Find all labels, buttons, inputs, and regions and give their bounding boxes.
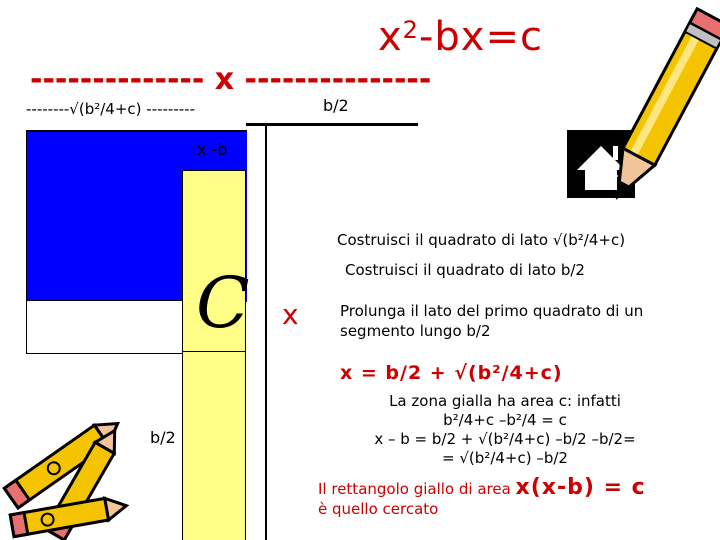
conclusion-block	[318, 475, 718, 519]
step-1-text: Costruisci il quadrato di lato √(b²/4+c)	[337, 231, 626, 249]
b-half-left-label: b/2	[150, 428, 176, 447]
white-rectangle	[26, 300, 184, 354]
explanation-block	[300, 392, 710, 468]
x-minus-b-label: x -b	[197, 140, 228, 159]
b-half-top-label: b/2	[323, 96, 349, 115]
explanation-line: La zona gialla ha area c: infatti	[389, 392, 621, 410]
step-2-text: Costruisci il quadrato di lato b/2	[345, 261, 585, 279]
pencil-icon	[600, 2, 720, 232]
explanation-line: b²/4+c –b²/4 = c	[443, 411, 567, 429]
yellow-strip-bottom	[182, 352, 246, 540]
result-formula: x = b/2 + √(b²/4+c)	[340, 362, 563, 384]
x-label: x	[282, 298, 299, 331]
conclusion-prefix: Il rettangolo giallo di area	[318, 480, 516, 498]
pencils-icon	[0, 408, 140, 540]
step-3-text: Prolunga il lato del primo quadrato di un segmento lungo b/2	[340, 302, 644, 340]
explanation-line: = √(b²/4+c) –b/2	[442, 449, 568, 467]
equation-title: $x^2-bx=c$	[378, 14, 543, 60]
sqrt-dashed-label: --------√(b²/4+c) ---------	[26, 100, 195, 118]
c-label: C	[196, 262, 250, 344]
conclusion-formula: x(x-b) = c	[515, 475, 646, 500]
vertical-line	[265, 125, 267, 540]
x-dashed-label: -------------- x ---------------	[30, 62, 432, 97]
b-half-segment	[246, 123, 418, 126]
conclusion-suffix: è quello cercato	[318, 500, 439, 518]
explanation-line: x – b = b/2 + √(b²/4+c) –b/2 –b/2=	[374, 430, 636, 448]
